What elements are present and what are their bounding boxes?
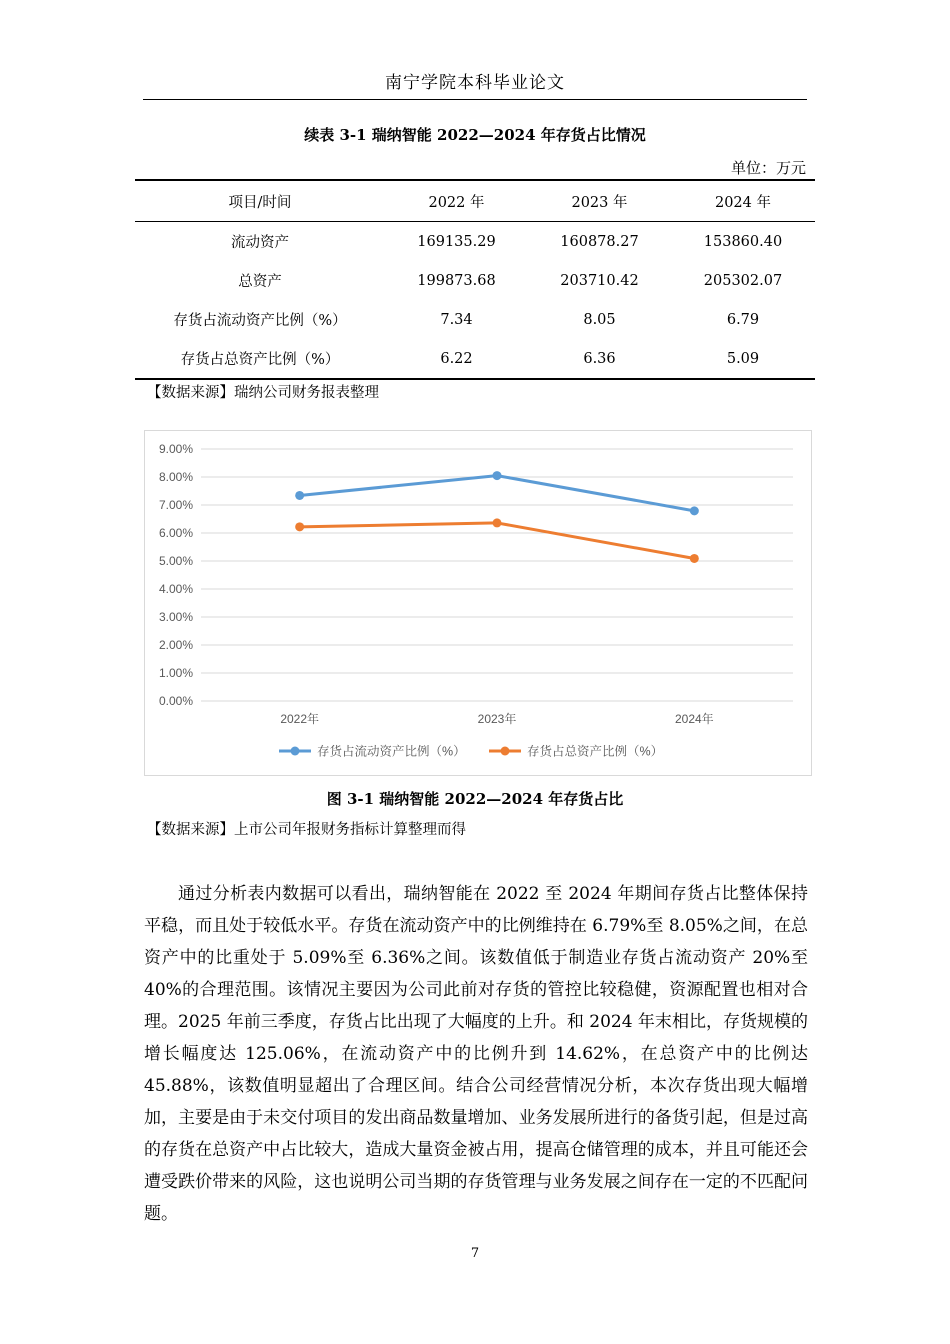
legend-label: 存货占流动资产比例（%）	[317, 744, 466, 759]
series-line	[300, 476, 695, 511]
y-tick-label: 6.00%	[158, 526, 193, 540]
table-cell: 6.36	[583, 350, 616, 367]
table-cell: 8.05	[583, 311, 616, 328]
data-table	[135, 179, 815, 380]
page-number: 7	[470, 1246, 480, 1261]
x-tick-label: 2022年	[280, 712, 320, 726]
table-header-cell: 2023 年	[571, 194, 628, 211]
legend-marker	[501, 747, 510, 756]
y-tick-label: 9.00%	[158, 442, 193, 456]
table-header-row	[135, 180, 815, 222]
y-tick-label: 2.00%	[158, 638, 193, 652]
figure-caption: 图 3-1 瑞纳智能 2022—2024 年存货占比	[326, 790, 624, 808]
table-cell: 7.34	[440, 311, 473, 328]
table-cell: 169135.29	[417, 233, 496, 250]
y-tick-label: 8.00%	[158, 470, 193, 484]
table-source: 【数据来源】瑞纳公司财务报表整理	[147, 385, 379, 401]
y-tick-label: 0.00%	[158, 694, 193, 708]
table-cell: 存货占总资产比例（%）	[180, 352, 340, 368]
table-row	[135, 222, 815, 262]
table-cell: 205302.07	[703, 272, 783, 289]
page-header: 南宁学院本科毕业论文	[143, 68, 807, 100]
data-point	[295, 491, 304, 500]
table-cell: 6.22	[440, 350, 473, 367]
table-cell: 5.09	[726, 350, 760, 367]
table-header-cell: 项目/时间	[228, 194, 292, 211]
table-cell: 存货占流动资产比例（%）	[173, 313, 347, 329]
figure-source: 【数据来源】上市公司年报财务指标计算整理而得	[147, 822, 466, 838]
table-row	[135, 339, 815, 379]
legend-marker	[291, 747, 300, 756]
y-tick-label: 4.00%	[158, 582, 193, 596]
table-cell: 203710.42	[560, 272, 639, 289]
data-point	[295, 522, 304, 531]
data-point	[690, 506, 699, 515]
table-cell: 160878.27	[560, 233, 639, 250]
table-header-cell: 2022 年	[428, 194, 485, 211]
table-cell: 153860.40	[703, 233, 783, 250]
y-tick-label: 1.00%	[158, 666, 193, 680]
x-tick-label: 2024年	[674, 712, 714, 726]
line-chart	[145, 431, 811, 775]
table-row	[135, 300, 815, 339]
table-cell: 199873.68	[417, 272, 496, 289]
table-row	[135, 261, 815, 300]
data-point	[493, 518, 502, 527]
legend-label: 存货占总资产比例（%）	[527, 744, 664, 759]
y-tick-label: 7.00%	[158, 498, 193, 512]
data-point	[493, 471, 502, 480]
chart-container	[144, 430, 812, 776]
series-line	[300, 523, 695, 559]
y-tick-label: 3.00%	[158, 610, 193, 624]
table-unit: 单位：万元	[730, 159, 806, 177]
table-title: 续表 3-1 瑞纳智能 2022—2024 年存货占比情况	[304, 126, 646, 144]
body-paragraph: 通过分析表内数据可以看出，瑞纳智能在 2022 至 2024 年期间存货占比整体保持平稳，而且处于较低水平。存货在流动资产中的比例维持在 6.79%至 8.05%之间，在总资产中的比重处于 5.09%至 6.36%之间。该数值低于制造业存货占流动资产 20%至 40%的合理范围。该情况主要因为公司此前对存货的管控比较稳健，资源配置也相对合理。2025 年前三季度，存货占比出现了大幅度的上升。和 2024 年末相比，存货规模的增长幅度达 125.06%，在流动资产中的比例升到 14.62%，在总资产中的比例达 45.88%，该数值明显超出了合理区间。结合公司经营情况分析，本次存货出现大幅增加，主要是由于未交付项目的发出商品数量增加、业务发展所进行的备货引起，但是过高的存货在总资产中占比较大，造成大量资金被占用，提高仓储管理的成本，并且可能还会遭受跌价带来的风险，这也说明公司当期的存货管理与业务发展之间存在一定的不匹配问题。	[144, 884, 808, 1224]
table-cell: 6.79	[726, 311, 760, 328]
table-header-cell: 2024 年	[714, 194, 771, 211]
table-cell: 流动资产	[231, 235, 289, 251]
x-tick-label: 2023年	[477, 712, 517, 726]
table-cell: 总资产	[238, 274, 282, 290]
data-point	[690, 554, 699, 563]
y-tick-label: 5.00%	[158, 554, 193, 568]
